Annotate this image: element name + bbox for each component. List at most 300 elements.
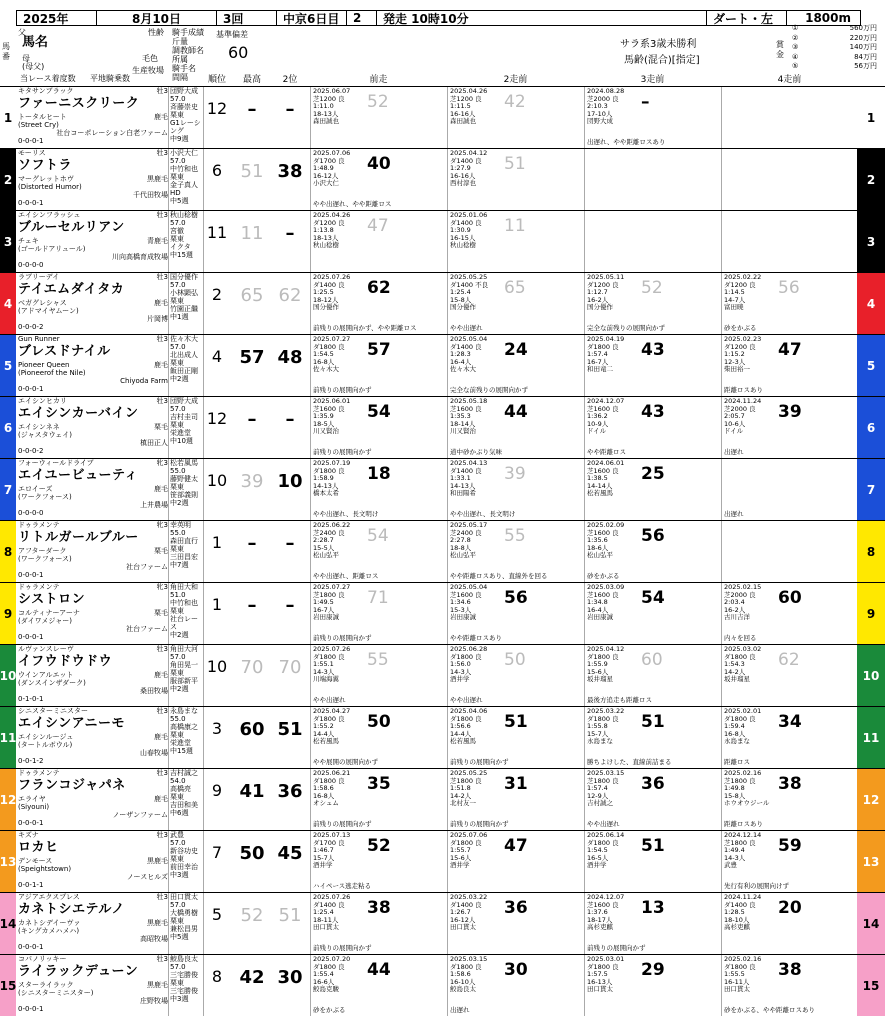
race-field: 18-13人 <box>313 109 339 118</box>
race-index: 60 <box>778 588 802 608</box>
race-index: 20 <box>778 898 802 918</box>
table-row[interactable] <box>0 334 885 396</box>
race-field: 15-6人 <box>587 667 609 676</box>
race-course: ダ1200 良 <box>587 280 619 289</box>
race-comment: 道中砂かぶり気味 <box>450 448 502 456</box>
dam-name: Pioneer Queen <box>18 361 70 369</box>
dam-line <box>18 795 168 803</box>
past-race-4[interactable] <box>721 955 858 1016</box>
horse-number-left: 15 <box>0 955 16 1016</box>
past-race-1[interactable] <box>310 769 447 830</box>
table-row[interactable] <box>0 86 885 148</box>
past-race-3[interactable] <box>584 211 721 272</box>
past-race-2[interactable] <box>447 831 584 892</box>
past-race-4[interactable] <box>721 273 858 334</box>
damsire-name: (ジャスタウェイ) <box>18 431 73 439</box>
table-row[interactable] <box>0 706 885 768</box>
past-race-4[interactable] <box>721 459 858 520</box>
past-race-2[interactable] <box>447 769 584 830</box>
race-date: 2025.03.22 <box>587 707 625 715</box>
col-breeder: 生産牧場 <box>132 66 164 75</box>
race-comment: やや展開の展開向かず <box>313 758 378 766</box>
past-race-1[interactable] <box>310 831 447 892</box>
sire-name: ドゥラメンテ <box>18 521 60 529</box>
sire-line <box>18 707 168 715</box>
race-course: 芝1800 良 <box>587 776 619 785</box>
race-field: 16-13人 <box>587 977 613 986</box>
race-time: 1:48.9 <box>313 164 334 172</box>
race-field: 16-15人 <box>450 233 476 242</box>
race-course: ダ1400 不良 <box>450 280 489 289</box>
rank-value: 10 <box>206 471 228 490</box>
horse-number-right: 13 <box>857 831 885 892</box>
race-date: 2025.03.02 <box>724 645 762 653</box>
jockey-info <box>168 769 204 830</box>
col-uma: 馬番 <box>2 42 10 61</box>
race-field: 15-8人 <box>450 295 472 304</box>
rank-value: 10 <box>206 657 228 676</box>
jockey-name: 吉村誠之 <box>170 769 198 777</box>
col-second: 2位 <box>282 75 298 85</box>
race-course: ダ1400 良 <box>450 900 482 909</box>
race-date: 2024.12.07 <box>587 893 625 901</box>
race-jockey: 古川吉洋 <box>724 613 750 621</box>
table-row[interactable] <box>0 272 885 334</box>
race-date: 2025.02.16 <box>724 769 762 777</box>
dam-line <box>18 423 168 431</box>
race-details <box>724 832 761 870</box>
race-jockey: 松若風馬 <box>587 489 613 497</box>
race-time: 1:14.5 <box>724 288 745 296</box>
table-row[interactable] <box>0 396 885 458</box>
past-race-2[interactable] <box>447 459 584 520</box>
race-index: 44 <box>504 402 528 422</box>
interval: 中2週 <box>170 499 189 507</box>
race-venue: 中京6日目 <box>277 11 347 25</box>
past-race-1[interactable] <box>310 397 447 458</box>
owner-name: 竹園正繼 <box>170 305 198 313</box>
past-race-3[interactable] <box>584 521 721 582</box>
affiliation: 栗東 <box>170 669 184 677</box>
past-race-1[interactable] <box>310 955 447 1016</box>
second-index: 62 <box>278 285 302 306</box>
past-race-1[interactable] <box>310 459 447 520</box>
race-condition: 馬齢(混合)[指定] <box>624 55 700 66</box>
race-class: サラ系3歳未勝利 <box>620 39 697 50</box>
interval: 中3週 <box>170 871 189 879</box>
past-race-4[interactable] <box>721 831 858 892</box>
sex-age: 牡3 <box>156 707 168 715</box>
affiliation: 栗東 <box>170 235 184 243</box>
past-race-2[interactable] <box>447 335 584 396</box>
trainer-name: 大橋勇樹 <box>170 909 198 917</box>
horse-name[interactable]: ライラックデューン <box>18 964 139 979</box>
table-row[interactable] <box>0 954 885 1016</box>
coat-color: 鹿毛 <box>154 671 168 679</box>
damsire-name: (キングカメハメハ) <box>18 927 80 935</box>
past-race-1[interactable] <box>310 335 447 396</box>
dam-name: エライヤ <box>18 795 46 803</box>
past-race-3[interactable] <box>584 583 721 644</box>
past-race-1[interactable] <box>310 707 447 768</box>
race-date: 2025.06.28 <box>450 645 488 653</box>
race-record: 0-0-0-0 <box>18 509 44 517</box>
race-time: 1:54.5 <box>587 846 608 854</box>
horse-name[interactable]: ロカヒ <box>18 840 59 855</box>
race-date: 2025.03.15 <box>587 769 625 777</box>
race-course: 芝2000 良 <box>587 94 619 103</box>
race-course: 芝2000 良 <box>724 590 756 599</box>
trainer-name: 吉村圭司 <box>170 413 198 421</box>
race-course: ダ1200 良 <box>724 342 756 351</box>
past-race-3[interactable] <box>584 335 721 396</box>
table-row[interactable] <box>0 768 885 830</box>
past-race-4[interactable] <box>721 521 858 582</box>
past-race-1[interactable] <box>310 149 447 210</box>
race-comment: 距離ロス <box>724 758 750 766</box>
second-index: – <box>285 595 295 616</box>
trainer-name: 新谷功史 <box>170 847 198 855</box>
horse-number-right: 1 <box>857 87 885 148</box>
past-race-3[interactable] <box>584 645 721 706</box>
past-race-2[interactable] <box>447 397 584 458</box>
past-race-3[interactable] <box>584 893 721 954</box>
race-field: 12-3人 <box>724 357 746 366</box>
past-race-3[interactable] <box>584 149 721 210</box>
race-record: 0-0-0-1 <box>18 571 44 579</box>
race-time: 1:13.8 <box>313 226 334 234</box>
race-field: 14-7人 <box>724 295 746 304</box>
race-comment: 砂をかぶる <box>313 1006 346 1014</box>
race-course: 芝2000 良 <box>724 404 756 413</box>
table-row[interactable] <box>0 830 885 892</box>
breeder-name: 社台コーポレーション白老ファーム <box>56 129 168 137</box>
jockey-info <box>168 87 204 148</box>
rank-value: 7 <box>211 843 223 862</box>
race-course: 芝1600 良 <box>587 404 619 413</box>
race-jockey: 国分優作 <box>587 303 613 311</box>
coat-color: 黒鹿毛 <box>147 175 168 183</box>
past-race-2[interactable] <box>447 583 584 644</box>
coat-color: 栗毛 <box>154 547 168 555</box>
col-trainer: 調教師名 <box>172 46 204 55</box>
second-index: – <box>285 99 295 120</box>
race-time: 1:49.5 <box>313 598 334 606</box>
past-race-4[interactable] <box>721 769 858 830</box>
table-row[interactable] <box>0 892 885 954</box>
past-race-2[interactable] <box>447 149 584 210</box>
race-course: 芝1600 良 <box>313 404 345 413</box>
damsire-name: (アドマイヤムーン) <box>18 307 79 315</box>
past-race-3[interactable] <box>584 955 721 1016</box>
race-details <box>313 584 350 622</box>
horse-name[interactable]: ファーニスクリーク <box>18 96 140 111</box>
race-course: 芝1600 良 <box>587 590 619 599</box>
affiliation: 栗東 <box>170 297 184 305</box>
horse-name[interactable]: ブルーセルリアン <box>18 220 125 235</box>
past-race-4[interactable] <box>721 211 858 272</box>
horse-name[interactable]: エイユービューティ <box>18 468 138 483</box>
race-date: 2025.02.15 <box>724 583 762 591</box>
race-details <box>313 336 350 374</box>
dam-name: トータルヒート <box>18 113 67 121</box>
horse-name[interactable]: シストロン <box>18 592 86 607</box>
past-race-2[interactable] <box>447 893 584 954</box>
past-race-1[interactable] <box>310 521 447 582</box>
past-race-4[interactable] <box>721 397 858 458</box>
table-row[interactable] <box>0 644 885 706</box>
breeder-name: Chiyoda Farm <box>120 377 168 385</box>
highest-index: 70 <box>240 657 264 678</box>
past-race-2[interactable] <box>447 645 584 706</box>
horse-name[interactable]: ブレスドナイル <box>18 344 111 359</box>
horse-name[interactable]: フランコジャパネ <box>18 778 126 793</box>
race-time: 1:49.8 <box>724 784 745 792</box>
horse-name[interactable]: エイシンアニーモ <box>18 716 126 731</box>
highest-index: – <box>247 595 257 616</box>
race-index: 29 <box>641 960 665 980</box>
race-comment: 出遅れ、やや距離ロスあり <box>587 138 666 146</box>
race-jockey: 田口貫太 <box>587 985 613 993</box>
table-row[interactable] <box>0 148 885 210</box>
col-interval: 間隔 <box>172 73 188 82</box>
past-race-2[interactable] <box>447 211 584 272</box>
breeder-name: 高昭牧場 <box>140 935 168 943</box>
race-jockey: 森田誠也 <box>450 117 476 125</box>
col-weight: 斤量 <box>172 37 188 46</box>
jockey-name: 角田大和 <box>170 583 198 591</box>
race-jockey: 北村友一 <box>450 799 476 807</box>
jockey-name: 国分優作 <box>170 273 198 281</box>
sire-line <box>18 955 168 963</box>
past-race-4[interactable] <box>721 149 858 210</box>
race-details <box>587 770 624 808</box>
interval: 中7週 <box>170 561 189 569</box>
race-comment: ハイペース逃走粘る <box>313 882 372 890</box>
jockey-name: 武豊 <box>170 831 184 839</box>
affiliation: 栗東 <box>170 607 184 615</box>
horse-name[interactable]: イフウドウドウ <box>18 654 113 669</box>
jockey-name: 秋山稔樹 <box>170 211 198 219</box>
coat-color: 青鹿毛 <box>147 237 168 245</box>
sire-name: コパノリッキー <box>18 955 67 963</box>
sire-line <box>18 459 168 467</box>
race-course: ダ1400 良 <box>313 280 345 289</box>
breeder-name: 山春牧場 <box>140 749 168 757</box>
weight: 57.0 <box>170 839 186 847</box>
race-comment: 先行有利の展開向けず <box>724 882 789 890</box>
race-index: 59 <box>778 836 802 856</box>
race-index: 44 <box>367 960 391 980</box>
past-race-3[interactable] <box>584 707 721 768</box>
race-date: 2025.04.19 <box>587 335 625 343</box>
past-race-3[interactable] <box>584 831 721 892</box>
jockey-name: 角田大河 <box>170 645 198 653</box>
damsire-name: (シニスターミニスター) <box>18 989 94 997</box>
rank-value: 11 <box>206 223 228 242</box>
horse-number-right: 3 <box>857 211 885 272</box>
jockey-info <box>168 335 204 396</box>
sire-name: エイシンフラッシュ <box>18 211 81 219</box>
jockey-info <box>168 955 204 1016</box>
race-course: ダ1800 良 <box>587 962 619 971</box>
col-prev2: 2走前 <box>503 75 528 85</box>
past-race-1[interactable] <box>310 583 447 644</box>
past-race-4[interactable] <box>721 645 858 706</box>
trainer-name: 中竹和也 <box>170 165 198 173</box>
trainer-name: 角田晃一 <box>170 661 198 669</box>
horse-name[interactable]: リトルガールブルー <box>18 530 139 545</box>
past-race-1[interactable] <box>310 645 447 706</box>
weight: 57.0 <box>170 343 186 351</box>
owner-name: 栄進堂 <box>170 429 191 437</box>
past-race-2[interactable] <box>447 955 584 1016</box>
race-date: 2025.05.18 <box>450 397 488 405</box>
owner-name: 三宅勝俊 <box>170 987 198 995</box>
race-field: 14-14人 <box>587 481 613 490</box>
past-race-2[interactable] <box>447 521 584 582</box>
race-jockey: ドイル <box>587 427 607 435</box>
race-jockey: 松山弘平 <box>313 551 339 559</box>
jockey-name: 佐々木大 <box>170 335 198 343</box>
past-race-3[interactable] <box>584 397 721 458</box>
highest-index: 42 <box>239 967 265 988</box>
race-details <box>587 584 624 622</box>
jockey-info <box>168 583 204 644</box>
past-race-1[interactable] <box>310 273 447 334</box>
past-race-4[interactable] <box>721 583 858 644</box>
race-time: 1:55.2 <box>313 722 334 730</box>
race-jockey: 岩田康誠 <box>313 613 339 621</box>
past-race-4[interactable] <box>721 335 858 396</box>
race-index: 47 <box>778 340 802 360</box>
race-time: 2:03.4 <box>724 598 745 606</box>
table-row[interactable] <box>0 520 885 582</box>
dam-line <box>18 609 168 617</box>
sire-line <box>18 769 168 777</box>
col-prev4: 4走前 <box>777 75 802 85</box>
race-course: ダ1800 良 <box>450 838 482 847</box>
interval: 中2週 <box>170 375 189 383</box>
race-field: 16-8人 <box>313 791 335 800</box>
race-course: 芝1800 良 <box>724 838 756 847</box>
race-time: 2:28.7 <box>313 536 334 544</box>
race-date: 2025.02.16 <box>724 955 762 963</box>
horse-name[interactable]: ソフトラ <box>18 158 73 173</box>
horse-name[interactable]: エイシンカーバイン <box>18 406 139 421</box>
horse-number-left: 6 <box>0 397 16 458</box>
horse-number-left: 2 <box>0 149 16 210</box>
trainer-name: 小林顕弘 <box>170 289 198 297</box>
sire-line <box>18 335 168 343</box>
past-race-3[interactable] <box>584 769 721 830</box>
race-jockey: 酒井学 <box>313 861 333 869</box>
race-time: 1:27.9 <box>450 164 471 172</box>
race-course: 芝1600 良 <box>450 590 482 599</box>
sire-name: ルヴァンスレーヴ <box>18 645 74 653</box>
race-course: ダ1200 良 <box>724 280 756 289</box>
race-field: 15-7人 <box>313 853 335 862</box>
past-race-2[interactable] <box>447 273 584 334</box>
base-label: 基準偏差 <box>216 30 248 39</box>
race-field: 15-3人 <box>450 605 472 614</box>
race-field: 16-6人 <box>313 977 335 986</box>
race-date: 2025.03.09 <box>587 583 625 591</box>
race-course: 芝2400 良 <box>450 528 482 537</box>
race-details <box>587 522 624 560</box>
race-comment: やや出遅れ、長文明け <box>450 510 516 518</box>
past-race-4[interactable] <box>721 707 858 768</box>
damsire-name: (ダイワメジャー) <box>18 617 72 625</box>
past-race-1[interactable] <box>310 87 447 148</box>
sex-age: 牡3 <box>156 335 168 343</box>
damsire-name: (Street Cry) <box>18 121 59 129</box>
past-race-1[interactable] <box>310 893 447 954</box>
race-field: 16-16人 <box>450 171 476 180</box>
race-date: 2025.07.13 <box>313 831 351 839</box>
past-race-4[interactable] <box>721 893 858 954</box>
race-jockey: 酒井学 <box>450 861 470 869</box>
past-race-2[interactable] <box>447 707 584 768</box>
past-race-3[interactable] <box>584 87 721 148</box>
horse-number-right: 9 <box>857 583 885 644</box>
race-date: 2025.05.11 <box>587 273 625 281</box>
prize-row <box>792 24 877 34</box>
race-index: 38 <box>778 774 802 794</box>
trainer-name: 三宅勝俊 <box>170 971 198 979</box>
highest-index: 52 <box>240 905 264 926</box>
weight: 57.0 <box>170 157 186 165</box>
race-comment: 完全な前残りの展開向かず <box>450 386 528 394</box>
past-race-3[interactable] <box>584 273 721 334</box>
race-jockey: 岩田康誠 <box>587 613 613 621</box>
table-row[interactable] <box>0 582 885 644</box>
table-row[interactable] <box>0 210 885 272</box>
race-comment: 出遅れ <box>724 448 744 456</box>
sex-age: 牝3 <box>156 521 168 529</box>
past-race-4[interactable] <box>721 87 858 148</box>
horse-name[interactable]: カネトシエテルノ <box>18 902 125 917</box>
past-race-3[interactable] <box>584 459 721 520</box>
race-time: 1:35.9 <box>313 412 334 420</box>
race-date: 2025.07.19 <box>313 459 351 467</box>
coat-color: 栗毛 <box>154 609 168 617</box>
race-date: 2024.11.24 <box>724 893 762 901</box>
trainer-name: 森田直行 <box>170 537 198 545</box>
past-race-1[interactable] <box>310 211 447 272</box>
race-date: 2025.04.26 <box>313 211 351 219</box>
race-details <box>313 150 350 188</box>
race-time: 1:49.4 <box>724 846 745 854</box>
race-index: 42 <box>504 92 526 112</box>
sire-line <box>18 87 168 95</box>
owner-name: 社台レース <box>170 615 198 631</box>
race-course: ダ1800 良 <box>313 466 345 475</box>
race-course: ダ1400 良 <box>450 218 482 227</box>
race-field: 17-10人 <box>587 109 613 118</box>
race-index: 13 <box>641 898 665 918</box>
col-owner: 所属 <box>172 55 188 64</box>
weight: 55.0 <box>170 529 186 537</box>
horse-name[interactable]: テイエムダイタカ <box>18 282 125 297</box>
race-field: 18-5人 <box>313 419 335 428</box>
table-row[interactable] <box>0 458 885 520</box>
race-details <box>313 522 350 560</box>
jockey-info <box>168 707 204 768</box>
trainer-name: 斉藤崇史 <box>170 103 198 111</box>
past-race-2[interactable] <box>447 87 584 148</box>
damsire-name: (Distorted Humor) <box>18 183 82 191</box>
